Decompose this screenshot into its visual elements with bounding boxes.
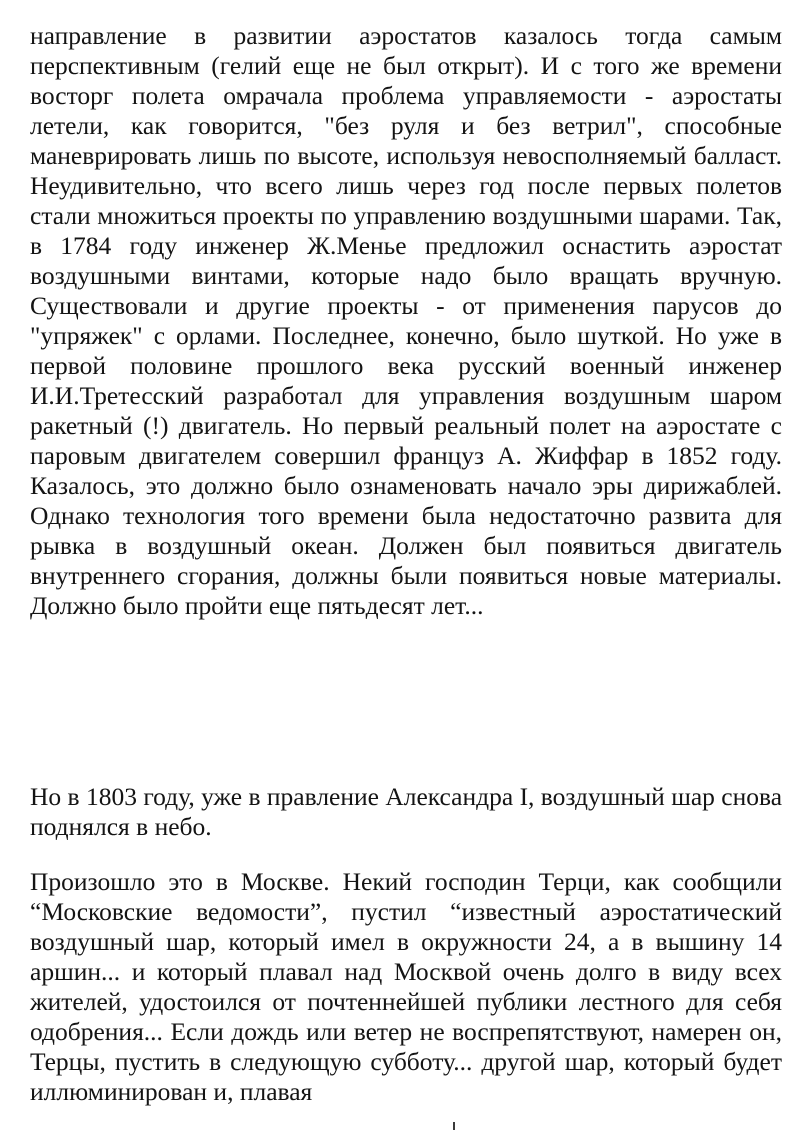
paragraph-moscow-terzi: Произошло это в Москве. Некий господин Терци, как сообщили “Московские ведомости”, пустил “известный аэростатический воздушный шар, который имел в окружности 24, а в вышину 14 аршин... и который плавал над Москвой очень долго в виду всех жителей, удостоился от почтеннейшей публики лестного для себя одобрения... Если дождь или ветер не воспрепятствуют, намерен он, Терцы, пустить в следующую субботу... другой шар, который будет иллюминирован и, плавая bbox=[30, 867, 782, 1106]
paragraph-1803-balloon: Но в 1803 году, уже в правление Александра I, воздушный шар снова поднялся в небо. bbox=[30, 782, 783, 841]
scan-mark bbox=[453, 1122, 455, 1130]
paragraph-airships-history: направление в развитии аэростатов казалось тогда самым перспективным (гелий еще не был открыт). И с того же времени восторг полета омрачала проблема управляемости - аэростаты летели, как говорится, "без руля и без ветрил", способные маневрировать лишь по высоте, используя невосполняемый балласт. Неудивительно, что всего лишь через год после первых полетов стали множиться проекты по управлению воздушными шарами. Так, в 1784 году инженер Ж.Менье предложил оснастить аэростат воздушными винтами, которые надо было вращать вручную. Существовали и другие проекты - от применения парусов до "упряжек" с орлами. Последнее, конечно, было шуткой. Но уже в первой половине прошлого века русский военный инженер И.И.Третесский разработал для управления воздушным шаром ракетный (!) двигатель. Но первый реальный полет на аэростате с паровым двигателем совершил француз А. Жиффар в 1852 году. Казалось, это должно было ознаменовать начало эры дирижаблей. Однако технология того времени была недостаточно развита для рывка в воздушный океан. Должен был появиться двигатель внутреннего сгорания, должны были появиться новые материалы. Должно было пройти еще пятьдесят лет... bbox=[30, 21, 782, 620]
